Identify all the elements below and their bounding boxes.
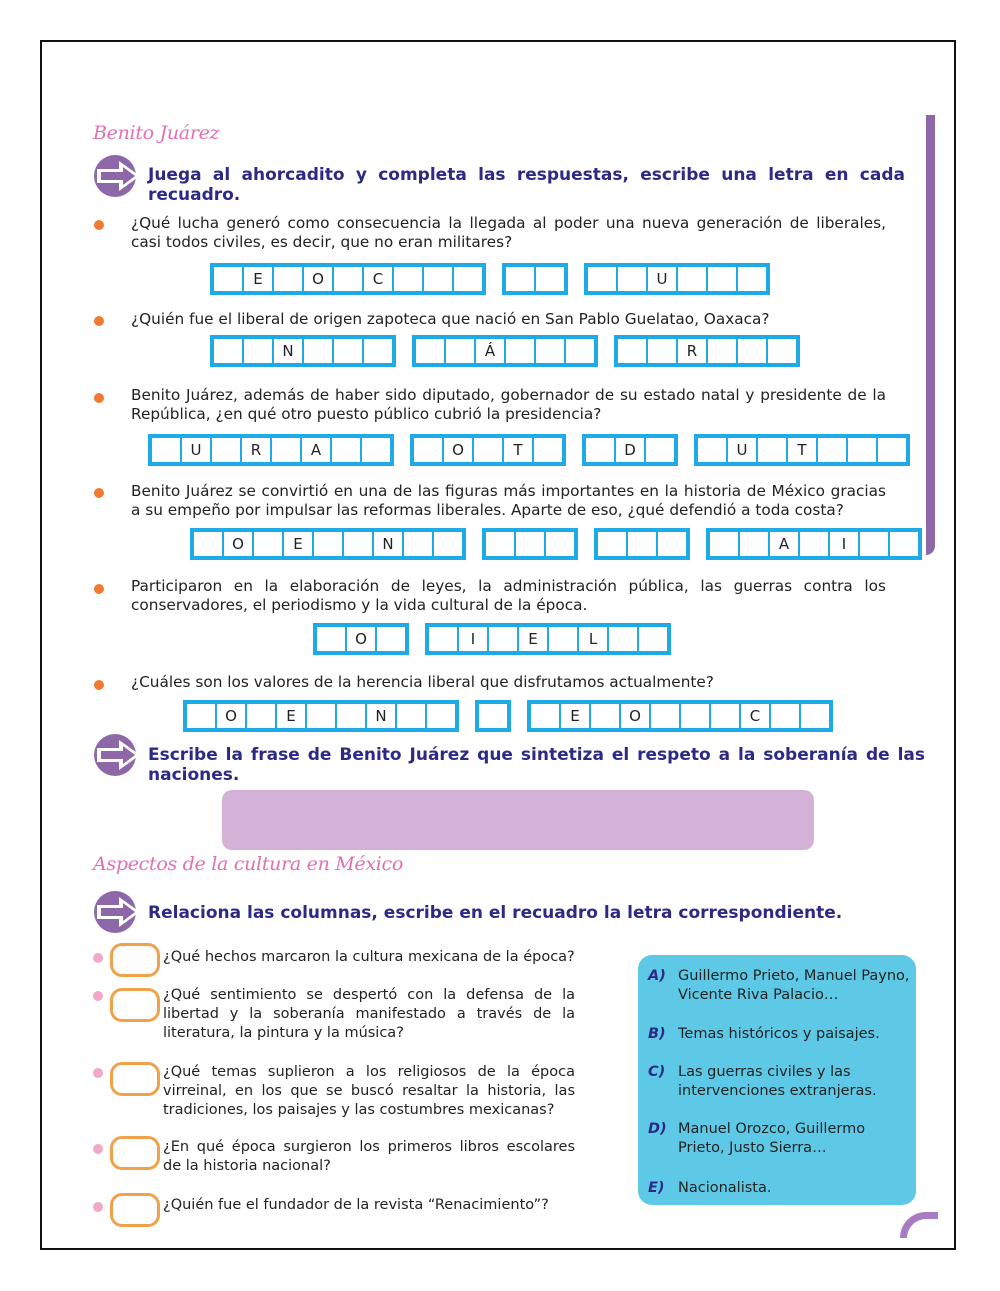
letter-box[interactable] [244,339,272,363]
letter-box[interactable] [534,438,562,462]
letter-box[interactable] [414,438,442,462]
letter-box[interactable] [609,627,637,651]
letter-box[interactable] [648,339,676,363]
letter-box[interactable] [516,532,544,556]
option-letter: E) [648,1180,665,1196]
letter-box[interactable] [474,438,502,462]
phrase-answer-field[interactable] [222,790,814,850]
answer-word [412,335,598,367]
letter-box[interactable]: U [728,438,756,462]
letter-box[interactable] [334,339,362,363]
letter-box[interactable] [404,532,432,556]
letter-box[interactable] [152,438,180,462]
bullet [93,953,103,963]
letter-box[interactable] [628,532,656,556]
answer-word [694,434,910,466]
match-question-3: ¿Qué temas suplieron a los religiosos de la época virreinal, en los que se buscó resaltar la historia, las tradiciones, los paisajes y las costumbres mexicanas? [163,1064,575,1118]
bullet [94,584,104,594]
option-text: Las guerras civiles y las intervenciones extranjeras. [678,1064,877,1099]
letter-box[interactable] [307,704,335,728]
letter-box[interactable] [848,438,876,462]
letter-box[interactable] [768,339,796,363]
letter-box[interactable] [214,339,242,363]
option-e [648,1179,910,1198]
letter-box[interactable] [194,532,222,556]
side-decoration-bar [926,115,935,555]
letter-box[interactable] [434,532,462,556]
letter-box[interactable] [890,532,918,556]
letter-box[interactable] [254,532,282,556]
answer-word [482,528,578,560]
letter-box[interactable]: E [519,627,547,651]
letter-box[interactable] [771,704,799,728]
match-answer-box-3[interactable] [110,1062,160,1096]
letter-box[interactable] [546,532,574,556]
answer-word [614,335,800,367]
letter-box[interactable] [651,704,679,728]
answer-word [210,335,396,367]
letter-box[interactable]: R [678,339,706,363]
bullet [94,316,104,326]
letter-box[interactable] [618,339,646,363]
letter-box[interactable]: O [347,627,375,651]
letter-box[interactable] [344,532,372,556]
bullet [94,488,104,498]
letter-box[interactable] [486,532,514,556]
letter-box[interactable] [658,532,686,556]
option-letter: A) [648,968,666,984]
letter-box[interactable]: E [284,532,312,556]
letter-box[interactable]: T [788,438,816,462]
option-letter: D) [648,1121,667,1137]
letter-box[interactable] [446,339,474,363]
bullet [93,1144,103,1154]
letter-box[interactable] [424,267,452,291]
letter-box[interactable] [332,438,360,462]
letter-box[interactable] [800,532,828,556]
letter-box[interactable] [566,339,594,363]
option-c [648,1063,910,1101]
answer-word [527,700,833,732]
option-text: Guillermo Prieto, Manuel Payno, Vicente Riva Palacio… [678,968,910,1003]
option-text: Temas históricos y paisajes. [678,1026,880,1042]
letter-box[interactable] [818,438,846,462]
letter-box[interactable]: E [561,704,589,728]
letter-box[interactable]: N [374,532,402,556]
letter-box[interactable] [489,627,517,651]
bullet [94,220,104,230]
bullet [94,393,104,403]
letter-box[interactable] [708,339,736,363]
letter-box[interactable] [860,532,888,556]
bullet [93,991,103,1001]
letter-box[interactable] [427,704,455,728]
letter-box[interactable] [479,704,507,728]
options-panel [638,955,916,1205]
question-3: Benito Juárez, además de haber sido diputado, gobernador de su estado natal y presidente de la República, ¿en qué otro puesto público cubrió la presidencia? [131,386,886,423]
letter-box[interactable]: O [444,438,472,462]
section-title-cultura: Aspectos de la cultura en México [93,853,404,875]
letter-box[interactable] [337,704,365,728]
answer-word [594,528,690,560]
question-6: ¿Cuáles son los valores de la herencia liberal que disfrutamos actualmente? [131,673,714,691]
letter-box[interactable] [708,267,736,291]
letter-box[interactable] [454,267,482,291]
letter-box[interactable] [362,438,390,462]
letter-box[interactable]: E [277,704,305,728]
answer-word [502,263,568,295]
instruction-hangman: Juega al ahorcadito y completa las respuestas, escribe una letra en cada recuadro. [148,165,905,205]
answer-word [425,623,671,655]
arrow-icon [93,890,143,934]
match-question-1: ¿Qué hechos marcaron la cultura mexicana de la época? [163,949,575,965]
letter-box[interactable]: U [182,438,210,462]
answer-row-2 [210,335,800,367]
letter-box[interactable]: O [217,704,245,728]
letter-box[interactable] [598,532,626,556]
letter-box[interactable] [214,267,242,291]
arrow-icon [93,733,143,777]
letter-box[interactable] [334,267,362,291]
letter-box[interactable] [364,339,392,363]
bullet [94,680,104,690]
letter-box[interactable]: Á [476,339,504,363]
letter-box[interactable] [698,438,726,462]
instruction-relate: Relaciona las columnas, escribe en el recuadro la letra correspondiente. [148,903,843,923]
answer-word [475,700,511,732]
answer-row-1 [210,263,770,295]
letter-box[interactable]: A [302,438,330,462]
letter-box[interactable] [247,704,275,728]
letter-box[interactable]: I [459,627,487,651]
letter-box[interactable] [591,704,619,728]
letter-box[interactable] [681,704,709,728]
letter-box[interactable] [678,267,706,291]
letter-box[interactable]: N [367,704,395,728]
letter-box[interactable] [588,267,616,291]
question-1: ¿Qué lucha generó como consecuencia la llegada al poder una nueva generación de liberales, casi todos civiles, es decir, que no eran militares? [131,214,886,251]
letter-box[interactable]: L [579,627,607,651]
letter-box[interactable] [506,267,534,291]
letter-box[interactable] [397,704,425,728]
letter-box[interactable] [394,267,422,291]
letter-box[interactable] [710,532,738,556]
match-answer-box-5[interactable] [110,1193,160,1227]
letter-box[interactable]: D [616,438,644,462]
letter-box[interactable] [738,339,766,363]
letter-box[interactable]: A [770,532,798,556]
instruction-phrase: Escribe la frase de Benito Juárez que sintetiza el respeto a la soberanía de las naciones. [148,745,925,785]
answer-word [190,528,466,560]
letter-box[interactable]: C [364,267,392,291]
match-answer-box-1[interactable] [110,943,160,977]
letter-box[interactable] [317,627,345,651]
answer-word [410,434,566,466]
match-question-2: ¿Qué sentimiento se despertó con la defensa de la libertad y la soberanía manifestado a través de la literatura, la pintura y la música? [163,987,575,1041]
letter-box[interactable] [314,532,342,556]
letter-box[interactable] [758,438,786,462]
answer-row-5 [313,623,671,655]
letter-box[interactable] [187,704,215,728]
answer-word [582,434,678,466]
letter-box[interactable] [212,438,240,462]
option-text: Nacionalista. [678,1180,772,1196]
letter-box[interactable] [429,627,457,651]
letter-box[interactable] [377,627,405,651]
letter-box[interactable] [416,339,444,363]
answer-word [313,623,409,655]
question-2: ¿Quién fue el liberal de origen zapoteca que nació en San Pablo Guelatao, Oaxaca? [131,310,770,328]
letter-box[interactable] [536,339,564,363]
option-b [648,1025,910,1044]
letter-box[interactable]: I [830,532,858,556]
letter-box[interactable]: E [244,267,272,291]
letter-box[interactable] [274,267,302,291]
letter-box[interactable] [536,267,564,291]
answer-word [706,528,922,560]
letter-box[interactable] [549,627,577,651]
match-question-4: ¿En qué época surgieron los primeros libros escolares de la historia nacional? [163,1139,575,1174]
answer-row-4 [190,528,922,560]
letter-box[interactable]: R [242,438,270,462]
answer-row-6 [183,700,833,732]
letter-box[interactable] [801,704,829,728]
letter-box[interactable] [738,267,766,291]
option-letter: C) [648,1064,666,1080]
match-answer-box-2[interactable] [110,988,160,1022]
option-letter: B) [648,1026,666,1042]
letter-box[interactable]: T [504,438,532,462]
letter-box[interactable] [506,339,534,363]
question-5: Participaron en la elaboración de leyes, la administración pública, las guerras contra los conservadores, el periodismo y la vida cultural de la época. [131,577,886,614]
answer-row-3 [148,434,910,466]
section-title-benito-juarez: Benito Juárez [93,122,220,144]
letter-box[interactable] [711,704,739,728]
letter-box[interactable] [304,339,332,363]
answer-word [210,263,486,295]
letter-box[interactable] [878,438,906,462]
letter-box[interactable] [639,627,667,651]
question-4: Benito Juárez se convirtió en una de las figuras más importantes en la historia de México gracias a su empeño por impulsar las reformas liberales. Aparte de eso, ¿qué defendió a toda costa? [131,482,886,519]
letter-box[interactable]: O [304,267,332,291]
bullet [93,1202,103,1212]
letter-box[interactable] [531,704,559,728]
letter-box[interactable] [646,438,674,462]
letter-box[interactable]: C [741,704,769,728]
letter-box[interactable]: O [621,704,649,728]
answer-word [584,263,770,295]
match-answer-box-4[interactable] [110,1136,160,1170]
letter-box[interactable]: U [648,267,676,291]
option-a [648,967,910,1005]
letter-box[interactable] [740,532,768,556]
letter-box[interactable] [618,267,646,291]
letter-box[interactable] [586,438,614,462]
option-text: Manuel Orozco, Guillermo Prieto, Justo Sierra… [678,1121,866,1156]
answer-word [183,700,459,732]
bullet [93,1068,103,1078]
match-question-5: ¿Quién fue el fundador de la revista “Renacimiento”? [163,1197,549,1213]
letter-box[interactable] [272,438,300,462]
arrow-icon [93,154,143,198]
letter-box[interactable]: O [224,532,252,556]
option-d [648,1120,910,1158]
letter-box[interactable]: N [274,339,302,363]
answer-word [148,434,394,466]
